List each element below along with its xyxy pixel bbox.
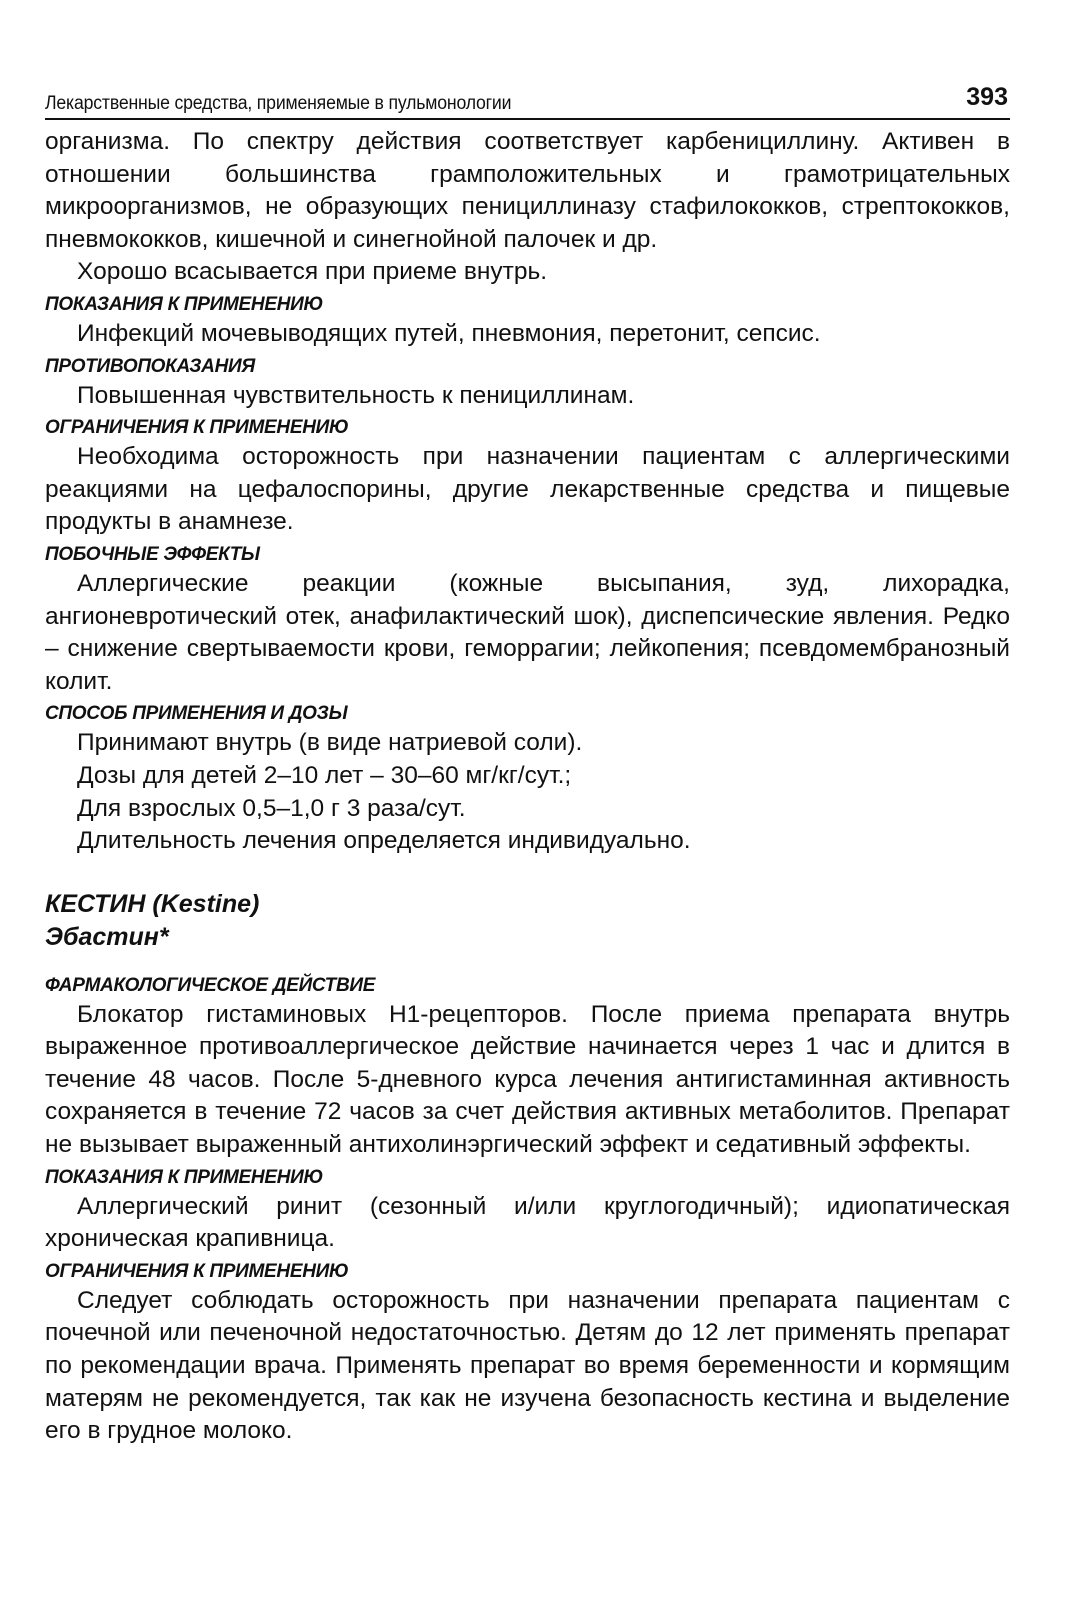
running-header [45, 78, 1010, 120]
section-heading-side-effects: ПОБОЧНЫЕ ЭФФЕКТЫ [45, 543, 260, 565]
section-text-limitations: Следует соблюдать осторожность при назначении препарата пациентам с почечной или печеночной недостаточностью. Детям до 12 лет применять препарат по рекомендации врача. Применять препарат во время беременности и кормящим матерям не рекомендуется, так как не изучена безопасность кестина и выделение его в грудное молоко. [45, 1286, 1010, 1445]
dosage-line: Дозы для детей 2–10 лет – 30–60 мг/кг/сут.; [77, 761, 572, 789]
section-text-pharmacology: Блокатор гистаминовых Н1-рецепторов. После приема препарата внутрь выраженное противоаллергическое действие начинается через 1 час и длится в течение 48 часов. После 5-дневного курса лечения антигистаминная активность сохраняется в течение 72 часов за счет действия активных метаболитов. Препарат не вызывает выраженный антихолинэргический эффект и седативный эффекты. [45, 1000, 1010, 1159]
section-heading-pharmacology: ФАРМАКОЛОГИЧЕСКОЕ ДЕЙСТВИЕ [45, 974, 376, 996]
absorption-paragraph: Хорошо всасывается при приеме внутрь. [77, 258, 548, 286]
section-heading-limitations: ОГРАНИЧЕНИЯ К ПРИМЕНЕНИЮ [45, 1260, 349, 1282]
section-heading-indications: ПОКАЗАНИЯ К ПРИМЕНЕНИЮ [45, 1166, 324, 1188]
dosage-line: Длительность лечения определяется индивидуально. [77, 827, 691, 855]
section-text-contraindications: Повышенная чувствительность к пенициллинам. [77, 381, 635, 409]
page-body [45, 126, 1010, 1448]
dosage-line: Для взрослых 0,5–1,0 г 3 раза/сут. [77, 794, 466, 822]
book-page [45, 78, 1010, 1448]
dosage-line: Принимают внутрь (в виде натриевой соли). [77, 729, 583, 757]
section-text-indications: Инфекций мочевыводящих путей, пневмония, перетонит, сепсис. [77, 319, 821, 347]
section-heading-dosage: СПОСОБ ПРИМЕНЕНИЯ И ДОЗЫ [45, 703, 348, 725]
section-heading-limitations: ОГРАНИЧЕНИЯ К ПРИМЕНЕНИЮ [45, 417, 349, 439]
continuation-paragraph: организма. По спектру действия соответствует карбенициллину. Активен в отношении большинства грамположительных и грамотрицательных микроорганизмов, не образующих пенициллиназу стафилококков, стрептококков, пневмококков, кишечной и синегнойной палочек и др. [45, 128, 1010, 253]
drug-name: КЕСТИН (Kestine) [45, 889, 260, 918]
drug-active-substance: Эбастин* [45, 922, 169, 951]
section-text-limitations: Необходима осторожность при назначении пациентам с аллергическими реакциями на цефалоспорины, другие лекарственные средства и пищевые продукты в анамнезе. [45, 443, 1010, 536]
drug-entry-kestine [45, 888, 1010, 1448]
drug-title [45, 888, 1010, 954]
section-text-side-effects: Аллергические реакции (кожные высыпания, зуд, лихорадка, ангионевротический отек, анафилактический шок), диспепсические явления. Редко – снижение свертываемости крови, геморрагии; лейкопения; псевдомембранозный колит. [45, 569, 1010, 695]
running-title: Лекарственные средства, применяемые в пульмонологии [45, 93, 512, 114]
section-heading-indications: ПОКАЗАНИЯ К ПРИМЕНЕНИЮ [45, 293, 324, 315]
section-text-indications: Аллергический ринит (сезонный и/или круглогодичный); идиопатическая хроническая крапивница. [45, 1192, 1010, 1253]
page-number: 393 [966, 83, 1008, 111]
section-heading-contraindications: ПРОТИВОПОКАЗАНИЯ [45, 355, 255, 377]
